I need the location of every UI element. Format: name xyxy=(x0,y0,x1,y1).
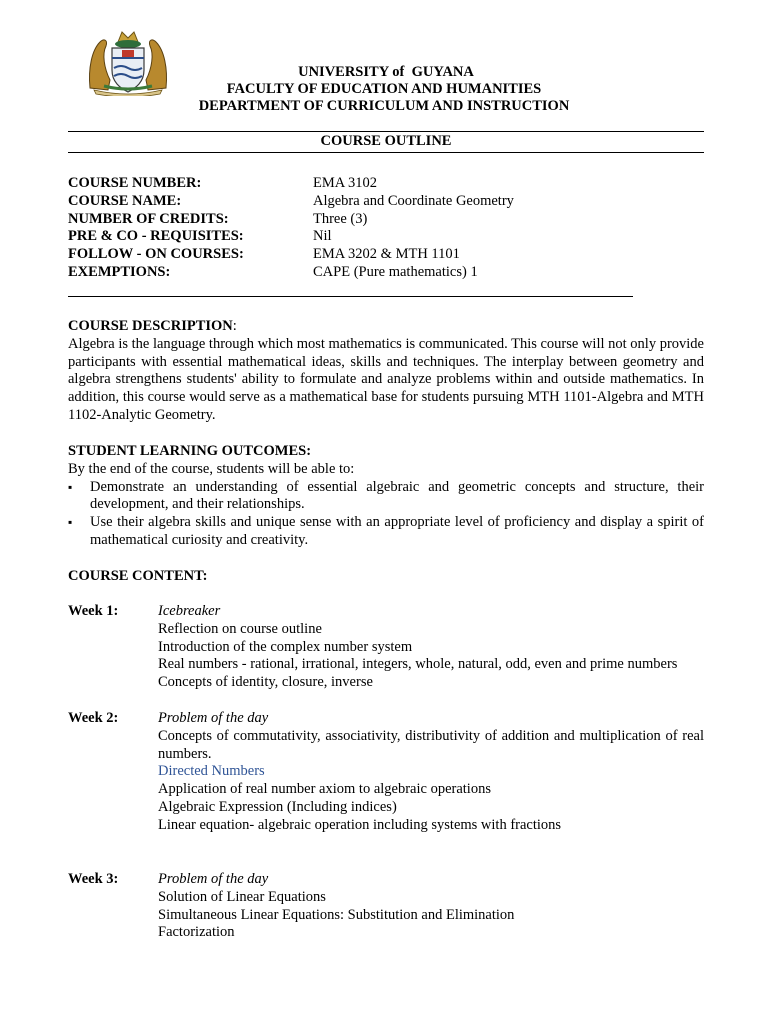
outline-title: COURSE OUTLINE xyxy=(320,133,452,149)
course-info-label: PRE & CO - REQUISITES: xyxy=(68,228,244,245)
week-activity: Icebreaker xyxy=(158,603,221,619)
week-label: Week 1: xyxy=(68,603,119,619)
week-topic: Real numbers - rational, irrational, integers, whole, natural, odd, even and prime numbers xyxy=(158,656,678,673)
week-activity: Problem of the day xyxy=(158,871,269,887)
header-divider-bottom xyxy=(68,152,704,153)
learning-outcomes-section xyxy=(68,443,704,550)
week-topics xyxy=(158,603,704,692)
description-heading-text: COURSE DESCRIPTION xyxy=(68,318,233,334)
week-block xyxy=(68,710,704,835)
outcomes-heading: STUDENT LEARNING OUTCOMES: xyxy=(68,443,312,459)
week-topic: Simultaneous Linear Equations: Substitution and Elimination xyxy=(158,906,515,923)
week-topic: Concepts of identity, closure, inverse xyxy=(158,674,373,691)
week-block xyxy=(68,871,704,942)
week-label: Week 3: xyxy=(68,871,119,887)
course-content-heading: COURSE CONTENT: xyxy=(68,568,208,584)
description-heading-colon: : xyxy=(232,318,237,334)
week-topic: Reflection on course outline xyxy=(158,620,322,637)
week-topic: Solution of Linear Equations xyxy=(158,888,326,905)
week-topics xyxy=(158,871,704,942)
course-info-value: CAPE (Pure mathematics) 1 xyxy=(313,263,478,280)
course-description-section xyxy=(68,318,704,425)
course-info-label: FOLLOW - ON COURSES: xyxy=(68,246,244,263)
course-info-label: NUMBER OF CREDITS: xyxy=(68,210,229,227)
week-topic: Algebraic Expression (Including indices) xyxy=(158,798,397,815)
course-info-value: EMA 3102 xyxy=(313,175,378,191)
course-description-text: Algebra is the language through which most mathematics is communicated. This course will not only provide participants with essential mathematical ideas, skills and techniques. The interplay between geometry and algebra strengthens students' ability to formulate and analyze problems within and outside mathematics. In addition, this course would serve as a mathematical base for students pursuing MTH 1101-Algebra and MTH 1102-Analytic Geometry. xyxy=(68,335,704,423)
course-info-table xyxy=(68,175,514,282)
university-name: UNIVERSITY of GUYANA xyxy=(298,64,474,80)
course-info-value: Algebra and Coordinate Geometry xyxy=(313,192,514,209)
course-info-label: COURSE NAME: xyxy=(68,192,182,209)
outcomes-intro: By the end of the course, students will be able to: xyxy=(68,460,355,477)
week-block xyxy=(68,603,704,692)
outcomes-list xyxy=(68,479,704,550)
week-topics xyxy=(158,710,704,835)
course-info-row xyxy=(68,264,514,282)
week-activity: Problem of the day xyxy=(158,710,269,726)
course-info-row xyxy=(68,175,514,193)
course-info-value: Nil xyxy=(313,228,332,245)
course-info-row xyxy=(68,228,514,246)
outcome-item: ▪ Use their algebra skills and unique sense with an appropriate level of proficiency and display a spirit of mathematical curiosity and creativity. xyxy=(68,514,704,550)
department-name: DEPARTMENT OF CURRICULUM AND INSTRUCTION xyxy=(198,98,570,114)
week-topic: Factorization xyxy=(158,924,235,941)
course-info-value: Three (3) xyxy=(313,210,368,227)
week-topic: Linear equation- algebraic operation including systems with fractions xyxy=(158,816,562,833)
week-topic: Application of real number axiom to algebraic operations xyxy=(158,781,491,798)
course-info-row xyxy=(68,246,514,264)
week-topic: Introduction of the complex number system xyxy=(158,638,413,655)
faculty-name: FACULTY OF EDUCATION AND HUMANITIES xyxy=(226,81,542,97)
course-info-row xyxy=(68,193,514,211)
course-description-heading xyxy=(68,318,704,336)
course-info-row xyxy=(68,211,514,229)
document-header xyxy=(0,64,768,115)
week-label: Week 2: xyxy=(68,710,119,726)
week-topic-link: Directed Numbers xyxy=(158,763,265,780)
course-info-label: EXEMPTIONS: xyxy=(68,263,171,280)
course-info-label: COURSE NUMBER: xyxy=(68,175,202,191)
course-info-value: EMA 3202 & MTH 1101 xyxy=(313,246,460,263)
info-divider xyxy=(68,296,633,297)
week-topic: Concepts of commutativity, associativity, distributivity of addition and multiplication of real numbers. xyxy=(158,727,704,762)
header-divider-top xyxy=(68,131,704,132)
outcome-item: ▪ Demonstrate an understanding of essential algebraic and geometric concepts and structure, their development, and their relationships. xyxy=(68,479,704,515)
